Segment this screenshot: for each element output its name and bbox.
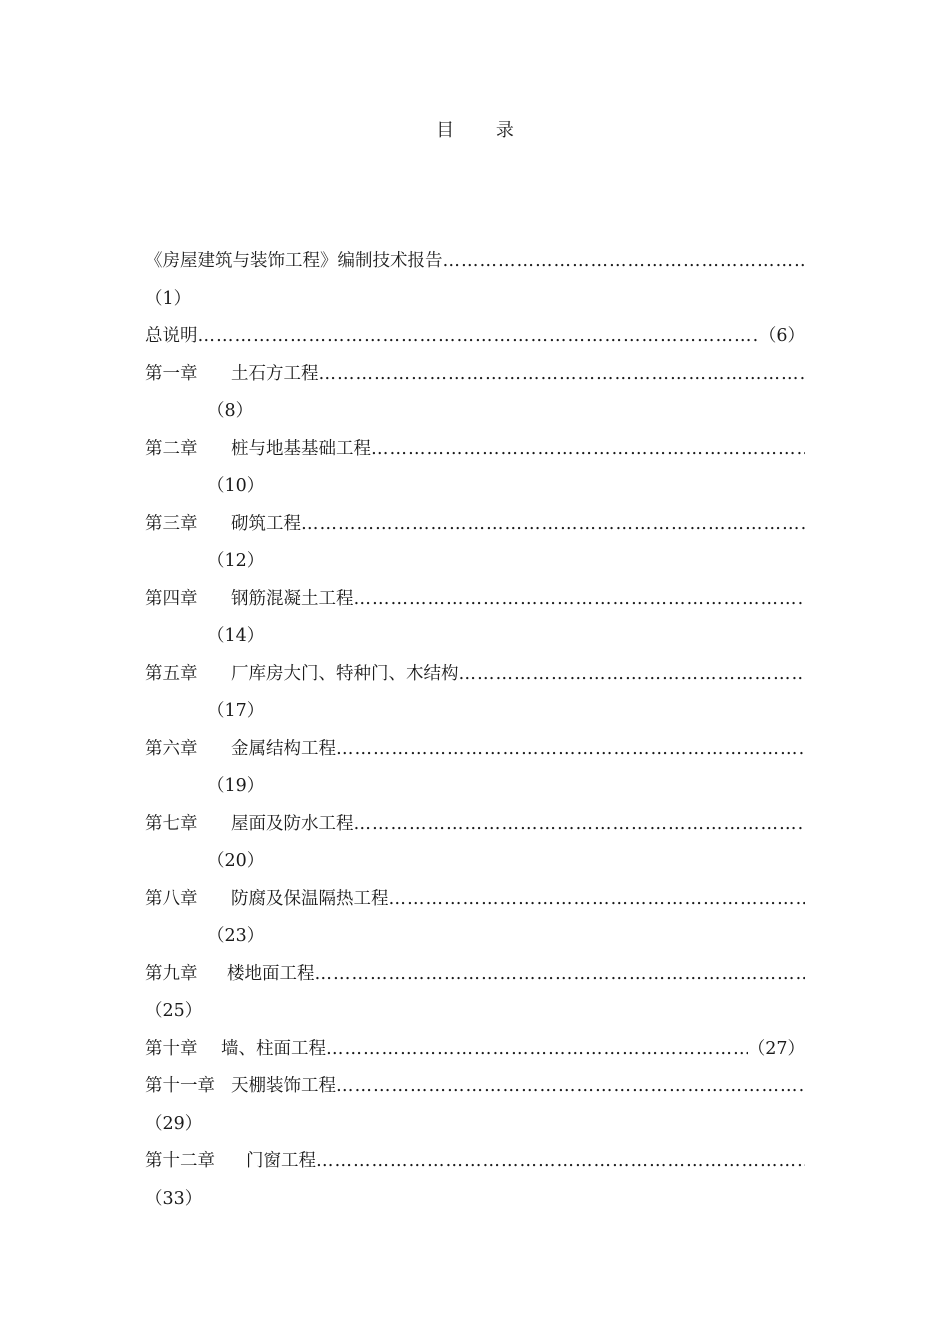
toc-page-number: （29） xyxy=(145,1113,203,1134)
toc-entry-chapter-7[interactable] xyxy=(145,806,805,844)
toc-page-number: （23） xyxy=(207,926,265,946)
toc-chapter-label: 第七章 xyxy=(145,813,198,834)
toc-page-number: （10） xyxy=(207,476,265,496)
toc-entry-title: 墙、柱面工程 xyxy=(221,1038,326,1059)
toc-entry-title: 门窗工程 xyxy=(246,1151,316,1171)
toc-entry-title: 楼地面工程 xyxy=(227,963,315,984)
toc-page-number: （8） xyxy=(207,401,254,421)
toc-chapter-label: 第八章 xyxy=(145,888,198,909)
toc-entry-title: 桩与地基基础工程 xyxy=(231,438,371,459)
toc-entry-title: 《房屋建筑与装饰工程》编制技术报告 xyxy=(145,251,443,271)
toc-chapter-label: 第五章 xyxy=(145,663,198,684)
toc-leader-dots xyxy=(316,1143,805,1181)
toc-chapter-label: 第九章 xyxy=(145,963,198,984)
toc-page-number: （14） xyxy=(207,626,265,646)
toc-entry-chapter-4[interactable] xyxy=(145,581,805,619)
toc-chapter-label: 第十章 xyxy=(145,1038,198,1059)
toc-entry-chapter-3[interactable] xyxy=(145,506,805,544)
toc-chapter-label: 第三章 xyxy=(145,513,198,534)
toc-chapter-label: 第六章 xyxy=(145,738,198,759)
toc-chapter-label: 第十二章 xyxy=(145,1151,215,1171)
toc-entry-chapter-6[interactable] xyxy=(145,731,805,769)
toc-leader-dots xyxy=(354,581,806,619)
toc-leader-dots xyxy=(301,506,805,544)
toc-chapter-label: 第四章 xyxy=(145,588,198,609)
page-title: 目 录 xyxy=(436,120,532,141)
toc-entry-chapter-11[interactable] xyxy=(145,1068,805,1106)
toc-leader-dots xyxy=(336,1068,805,1106)
toc-entry-title: 屋面及防水工程 xyxy=(231,813,354,834)
toc-page-number: （25） xyxy=(145,1001,203,1021)
toc-page-number: （27） xyxy=(747,1038,805,1059)
toc-page-number: （17） xyxy=(207,701,265,721)
toc-page-number: （19） xyxy=(207,776,265,796)
toc-leader-dots xyxy=(443,243,806,281)
toc-entry-chapter-5[interactable] xyxy=(145,656,805,694)
toc-entry-title: 厂库房大门、特种门、木结构 xyxy=(231,663,459,684)
toc-entry-title: 总说明 xyxy=(145,326,198,346)
toc-chapter-label: 第二章 xyxy=(145,438,198,459)
toc-entry-chapter-10[interactable] xyxy=(145,1031,805,1069)
toc-entry-chapter-2[interactable] xyxy=(145,431,805,469)
toc-leader-dots xyxy=(371,431,805,469)
toc-leader-dots xyxy=(336,731,805,769)
toc-chapter-label: 第十一章 xyxy=(145,1076,215,1096)
toc-entry-title: 金属结构工程 xyxy=(231,738,336,759)
toc-leader-dots xyxy=(354,806,806,844)
toc-page-number: （20） xyxy=(207,851,265,871)
toc-leader-dots xyxy=(198,318,759,356)
toc-entry-general-notes[interactable] xyxy=(145,318,805,356)
toc-page-number: （33） xyxy=(145,1188,203,1209)
table-of-contents xyxy=(145,243,805,1218)
toc-page-number: （1） xyxy=(145,288,192,309)
toc-chapter-label: 第一章 xyxy=(145,363,198,384)
toc-entry-title: 钢筋混凝土工程 xyxy=(231,588,354,609)
toc-entry-report[interactable] xyxy=(145,243,805,281)
toc-leader-dots xyxy=(389,881,806,919)
toc-entry-title: 土石方工程 xyxy=(231,363,319,384)
toc-leader-dots xyxy=(326,1031,748,1069)
toc-leader-dots xyxy=(315,956,806,994)
toc-page-number: （6） xyxy=(758,326,805,346)
toc-entry-chapter-1[interactable] xyxy=(145,356,805,394)
toc-leader-dots xyxy=(319,356,806,394)
toc-entry-chapter-8[interactable] xyxy=(145,881,805,919)
toc-entry-chapter-9[interactable] xyxy=(145,956,805,994)
toc-entry-title: 砌筑工程 xyxy=(231,513,301,534)
toc-entry-title: 防腐及保温隔热工程 xyxy=(231,888,389,909)
toc-entry-chapter-12[interactable] xyxy=(145,1143,805,1181)
toc-leader-dots xyxy=(459,656,806,694)
toc-page-number: （12） xyxy=(207,551,265,571)
toc-entry-title: 天棚装饰工程 xyxy=(231,1076,336,1096)
